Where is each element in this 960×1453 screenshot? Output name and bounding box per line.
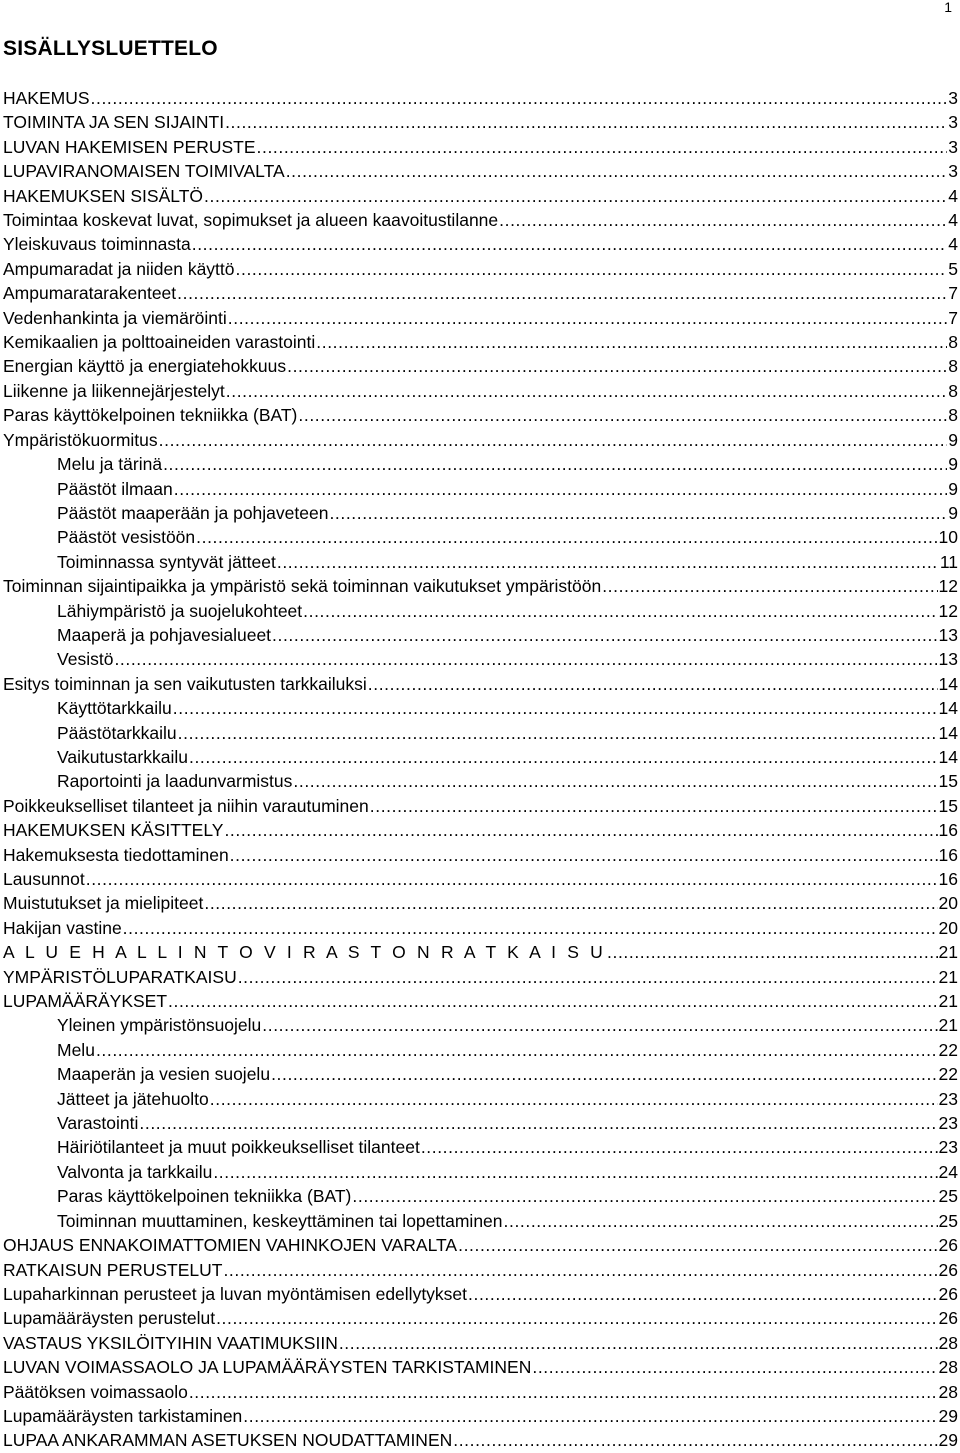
toc-entry-page-number: 3 xyxy=(948,88,958,108)
toc-entry-page-number: 8 xyxy=(948,356,958,377)
toc-dot-leader xyxy=(602,574,937,598)
toc-entry-page-number: 14 xyxy=(938,698,958,719)
toc-dot-leader xyxy=(168,989,938,1013)
toc-entry[interactable] xyxy=(3,1282,958,1306)
toc-entry[interactable] xyxy=(3,403,958,427)
toc-dot-leader xyxy=(204,891,937,915)
toc-entry-label: Päästöt vesistöön xyxy=(57,527,196,548)
toc-entry-label: RATKAISUN PERUSTELUT xyxy=(3,1259,223,1280)
toc-entry[interactable] xyxy=(3,672,958,696)
toc-dot-leader xyxy=(303,599,937,623)
toc-entry-page-number: 21 xyxy=(938,1015,958,1036)
toc-entry[interactable] xyxy=(3,769,958,793)
toc-entry-page-number: 3 xyxy=(948,112,958,133)
toc-entry-label: Kemikaalien ja polttoaineiden varastointi xyxy=(3,332,316,353)
toc-entry-page-number: 12 xyxy=(938,576,958,597)
toc-entry[interactable] xyxy=(3,916,958,940)
toc-entry-label: Häiriötilanteet ja muut poikkeukselliset tilanteet xyxy=(57,1137,420,1158)
toc-entry-label: OHJAUS ENNAKOIMATTOMIEN VAHINKOJEN VARALTA xyxy=(3,1235,458,1256)
toc-entry-page-number: 10 xyxy=(938,527,958,548)
toc-entry-page-number: 24 xyxy=(938,1161,958,1182)
toc-entry-label: Paras käyttökelpoinen tekniikka (BAT) xyxy=(3,405,298,426)
toc-dot-leader xyxy=(86,867,938,891)
toc-dot-leader xyxy=(421,1135,938,1159)
toc-entry-page-number: 29 xyxy=(938,1430,958,1451)
toc-entry-page-number: 11 xyxy=(939,551,958,572)
toc-entry-page-number: 22 xyxy=(938,1064,958,1085)
toc-entry-page-number: 26 xyxy=(938,1283,958,1304)
toc-entry[interactable] xyxy=(3,184,958,208)
toc-entry-label: Varastointi xyxy=(57,1113,139,1134)
toc-dot-leader xyxy=(96,1038,938,1062)
toc-dot-leader xyxy=(293,769,937,793)
toc-entry-page-number: 21 xyxy=(938,991,958,1012)
toc-entry-page-number: 25 xyxy=(938,1186,958,1207)
toc-entry[interactable] xyxy=(3,1428,958,1452)
toc-entry-page-number: 9 xyxy=(948,429,958,450)
toc-dot-leader xyxy=(262,1013,937,1037)
toc-entry-page-number: 5 xyxy=(948,258,958,279)
toc-entry-label: Päästötarkkailu xyxy=(57,722,177,743)
toc-entry[interactable] xyxy=(3,135,958,159)
toc-entry-page-number: 20 xyxy=(938,893,958,914)
toc-entry[interactable] xyxy=(3,477,958,501)
toc-entry-page-number: 4 xyxy=(948,185,958,206)
toc-entry[interactable] xyxy=(3,891,958,915)
toc-dot-leader xyxy=(210,1087,938,1111)
toc-dot-leader xyxy=(286,159,948,183)
toc-dot-leader xyxy=(368,672,938,696)
toc-entry[interactable] xyxy=(3,867,958,891)
toc-entry-label: Esitys toiminnan ja sen vaikutusten tarkkailuksi xyxy=(3,673,367,694)
toc-dot-leader xyxy=(277,550,939,574)
toc-entry[interactable] xyxy=(3,208,958,232)
toc-entry-label: HAKEMUKSEN SISÄLTÖ xyxy=(3,185,204,206)
toc-entry-label: Lausunnot xyxy=(3,869,85,889)
toc-entry-label: Yleiskuvaus toiminnasta xyxy=(3,234,191,255)
toc-dot-leader xyxy=(114,647,937,671)
toc-entry[interactable] xyxy=(3,428,958,452)
toc-entry[interactable] xyxy=(3,745,958,769)
toc-entry[interactable] xyxy=(3,257,958,281)
toc-entry[interactable] xyxy=(3,794,958,818)
toc-dot-leader xyxy=(178,721,938,745)
toc-dot-leader xyxy=(177,281,947,305)
toc-entry[interactable] xyxy=(3,306,958,330)
toc-entry-label: Maaperä ja pohjavesialueet xyxy=(57,624,272,645)
toc-entry-label: Paras käyttökelpoinen tekniikka (BAT) xyxy=(57,1186,352,1207)
toc-dot-leader xyxy=(230,843,938,867)
toc-entry-page-number: 14 xyxy=(938,673,958,694)
toc-entry-page-number: 14 xyxy=(938,722,958,743)
toc-entry-label: Toiminnassa syntyvät jätteet xyxy=(57,551,276,572)
toc-entry-page-number: 20 xyxy=(938,917,958,938)
toc-entry[interactable] xyxy=(3,696,958,720)
toc-dot-leader xyxy=(458,1233,937,1257)
toc-entry-page-number: 8 xyxy=(948,380,958,401)
toc-entry-page-number: 28 xyxy=(938,1332,958,1353)
toc-entry-label: Energian käyttö ja energiatehokkuus xyxy=(3,356,287,377)
toc-entry[interactable] xyxy=(3,1013,958,1037)
toc-entry[interactable] xyxy=(3,1062,958,1086)
toc-entry-label: Vaikutustarkkailu xyxy=(57,746,188,767)
toc-entry[interactable] xyxy=(3,110,958,134)
toc-entry[interactable] xyxy=(3,574,958,598)
toc-entry[interactable] xyxy=(3,232,958,256)
toc-entry-page-number: 13 xyxy=(938,649,958,670)
toc-entry-page-number: 9 xyxy=(948,454,958,475)
toc-entry-label: LUPAMÄÄRÄYKSET xyxy=(3,991,168,1012)
toc-entry-page-number: 4 xyxy=(948,210,958,231)
toc-entry-page-number: 21 xyxy=(938,942,958,963)
toc-entry-label: Ampumaradat ja niiden käyttö xyxy=(3,258,235,279)
toc-entry-label: Käyttötarkkailu xyxy=(57,698,172,719)
toc-dot-leader xyxy=(352,1184,937,1208)
toc-entry[interactable] xyxy=(3,1038,958,1062)
toc-entry-page-number: 7 xyxy=(948,307,958,328)
toc-entry-label: Hakijan vastine xyxy=(3,917,122,938)
toc-entry[interactable] xyxy=(3,86,958,110)
toc-entry[interactable] xyxy=(3,965,958,989)
toc-entry[interactable] xyxy=(3,550,958,574)
toc-entry[interactable] xyxy=(3,281,958,305)
toc-dot-leader xyxy=(204,184,947,208)
toc-dot-leader xyxy=(196,525,937,549)
toc-dot-leader xyxy=(272,623,937,647)
toc-entry-label: Valvonta ja tarkkailu xyxy=(57,1161,213,1182)
toc-dot-leader xyxy=(453,1428,937,1452)
toc-dot-leader xyxy=(257,135,948,159)
toc-entry[interactable] xyxy=(3,330,958,354)
toc-entry[interactable] xyxy=(3,1184,958,1208)
toc-entry[interactable] xyxy=(3,159,958,183)
toc-dot-leader xyxy=(238,965,938,989)
toc-entry-label: Toimintaa koskevat luvat, sopimukset ja alueen kaavoitustilanne xyxy=(3,210,499,231)
toc-title: SISÄLLYSLUETTELO xyxy=(3,37,218,60)
toc-dot-leader xyxy=(213,1160,937,1184)
toc-entry-page-number: 9 xyxy=(948,502,958,523)
toc-entry-label: Raportointi ja laadunvarmistus xyxy=(57,771,293,792)
toc-entry[interactable] xyxy=(3,1135,958,1159)
toc-entry[interactable] xyxy=(3,623,958,647)
toc-entry[interactable] xyxy=(3,1306,958,1330)
toc-entry-page-number: 9 xyxy=(948,478,958,499)
toc-dot-leader xyxy=(287,354,947,378)
toc-dot-leader xyxy=(228,306,948,330)
toc-entry[interactable] xyxy=(3,354,958,378)
toc-dot-leader xyxy=(370,794,938,818)
toc-dot-leader xyxy=(243,1404,937,1428)
toc-entry-page-number: 3 xyxy=(948,161,958,182)
toc-entry-label: Melu ja tärinä xyxy=(57,454,163,475)
toc-dot-leader xyxy=(174,477,948,501)
toc-entry[interactable] xyxy=(3,1258,958,1282)
toc-entry[interactable] xyxy=(3,599,958,623)
toc-entry-label: Maaperän ja vesien suojelu xyxy=(57,1064,271,1085)
toc-dot-leader xyxy=(329,501,947,525)
toc-entry[interactable] xyxy=(3,1380,958,1404)
toc-entry[interactable] xyxy=(3,989,958,1013)
toc-entry-label: YMPÄRISTÖLUPARATKAISU xyxy=(3,966,237,987)
toc-entry-label: Päästöt ilmaan xyxy=(57,478,173,499)
toc-entry-page-number: 26 xyxy=(938,1259,958,1280)
toc-entry[interactable] xyxy=(3,1087,958,1111)
toc-entry-label: Liikenne ja liikennejärjestelyt xyxy=(3,380,225,401)
toc-entry-page-number: 16 xyxy=(938,869,958,889)
toc-entry-page-number: 8 xyxy=(948,332,958,353)
toc-entry-label: LUVAN VOIMASSAOLO JA LUPAMÄÄRÄYSTEN TARKISTAMINEN xyxy=(3,1357,532,1378)
toc-entry-label: HAKEMUS xyxy=(3,88,90,108)
toc-dot-leader xyxy=(339,1331,938,1355)
toc-entry-page-number: 7 xyxy=(948,283,958,304)
toc-entry-page-number: 14 xyxy=(938,746,958,767)
toc-dot-leader xyxy=(123,916,938,940)
toc-dot-leader xyxy=(271,1062,937,1086)
toc-entry-label: LUVAN HAKEMISEN PERUSTE xyxy=(3,136,256,157)
toc-dot-leader xyxy=(298,403,947,427)
toc-entry-label: LUPAA ANKARAMMAN ASETUKSEN NOUDATTAMINEN xyxy=(3,1430,453,1451)
toc-dot-leader xyxy=(499,208,947,232)
toc-dot-leader xyxy=(91,86,948,110)
toc-entry[interactable] xyxy=(3,1331,958,1355)
toc-entry[interactable] xyxy=(3,501,958,525)
toc-dot-leader xyxy=(468,1282,938,1306)
toc-entry[interactable] xyxy=(3,1355,958,1379)
toc-entry-page-number: 8 xyxy=(948,405,958,426)
toc-dot-leader xyxy=(607,940,938,964)
toc-entry-label: Lupamääräysten perustelut xyxy=(3,1308,216,1329)
page-number: 1 xyxy=(944,0,952,15)
toc-entry[interactable] xyxy=(3,1209,958,1233)
toc-dot-leader xyxy=(236,257,948,281)
toc-dot-leader xyxy=(504,1209,938,1233)
toc-entry-label: Vesistö xyxy=(57,649,114,670)
toc-dot-leader xyxy=(139,1111,937,1135)
toc-entry-label: A L U E H A L L I N T O V I R A S T O N R A T K A I S U xyxy=(3,942,607,963)
toc-dot-leader xyxy=(159,428,948,452)
toc-entry-label: Lähiympäristö ja suojelukohteet xyxy=(57,600,303,621)
toc-dot-leader xyxy=(223,1258,937,1282)
toc-entry-label: Jätteet ja jätehuolto xyxy=(57,1088,209,1109)
toc-entry-label: Päätöksen voimassaolo xyxy=(3,1381,188,1402)
toc-dot-leader xyxy=(216,1306,937,1330)
toc-entry[interactable] xyxy=(3,1160,958,1184)
toc-dot-leader xyxy=(225,110,947,134)
toc-entry[interactable] xyxy=(3,525,958,549)
toc-entry-label: LUPAVIRANOMAISEN TOIMIVALTA xyxy=(3,161,285,182)
toc-entry-page-number: 15 xyxy=(938,771,958,792)
toc-entry-page-number: 16 xyxy=(938,844,958,865)
toc-entry-page-number: 22 xyxy=(938,1039,958,1060)
toc-entry-label: Toiminnan sijaintipaikka ja ympäristö sekä toiminnan vaikutukset ympäristöön xyxy=(3,576,602,597)
toc-dot-leader xyxy=(224,818,937,842)
toc-entry-label: Hakemuksesta tiedottaminen xyxy=(3,844,229,865)
toc-entry-page-number: 26 xyxy=(938,1308,958,1329)
toc-dot-leader xyxy=(226,379,947,403)
toc-entry-label: Vedenhankinta ja viemäröinti xyxy=(3,307,227,328)
toc-entry[interactable] xyxy=(3,647,958,671)
toc-entry-page-number: 4 xyxy=(948,234,958,255)
toc-dot-leader xyxy=(163,452,947,476)
toc-entry[interactable] xyxy=(3,940,958,964)
toc-entry[interactable] xyxy=(3,1404,958,1428)
toc-entry-page-number: 13 xyxy=(938,624,958,645)
toc-entry-label: Ampumaratarakenteet xyxy=(3,283,177,304)
toc-entry[interactable] xyxy=(3,818,958,842)
toc-dot-leader xyxy=(532,1355,937,1379)
toc-entry-page-number: 29 xyxy=(938,1405,958,1426)
toc-entry[interactable] xyxy=(3,1233,958,1257)
toc-dot-leader xyxy=(316,330,947,354)
toc-entry-label: Poikkeukselliset tilanteet ja niihin varautuminen xyxy=(3,795,369,816)
toc-entry[interactable] xyxy=(3,721,958,745)
toc-entry-label: VASTAUS YKSILÖITYIHIN VAATIMUKSIIN xyxy=(3,1332,338,1353)
toc-entry-page-number: 28 xyxy=(938,1381,958,1402)
toc-entry-page-number: 23 xyxy=(938,1088,958,1109)
toc-entry-page-number: 15 xyxy=(938,795,958,816)
toc-entry-label: Melu xyxy=(57,1039,95,1060)
toc-entry-label: Päästöt maaperään ja pohjaveteen xyxy=(57,502,329,523)
toc-entry-label: Yleinen ympäristönsuojelu xyxy=(57,1015,262,1036)
toc-entry-label: Muistutukset ja mielipiteet xyxy=(3,893,204,914)
toc-entry-page-number: 3 xyxy=(948,136,958,157)
table-of-contents xyxy=(3,86,958,1453)
toc-entry-label: Lupaharkinnan perusteet ja luvan myöntämisen edellytykset xyxy=(3,1283,468,1304)
toc-entry[interactable] xyxy=(3,843,958,867)
toc-dot-leader xyxy=(173,696,938,720)
toc-entry-page-number: 25 xyxy=(938,1210,958,1231)
toc-dot-leader xyxy=(189,745,938,769)
toc-entry-page-number: 23 xyxy=(938,1113,958,1134)
toc-entry-label: Toiminnan muuttaminen, keskeyttäminen tai lopettaminen xyxy=(57,1210,503,1231)
toc-entry-page-number: 26 xyxy=(938,1235,958,1256)
toc-entry[interactable] xyxy=(3,379,958,403)
toc-dot-leader xyxy=(189,1380,938,1404)
toc-entry[interactable] xyxy=(3,452,958,476)
toc-entry-page-number: 12 xyxy=(938,600,958,621)
toc-entry-page-number: 28 xyxy=(938,1357,958,1378)
toc-entry-label: HAKEMUKSEN KÄSITTELY xyxy=(3,820,224,841)
toc-dot-leader xyxy=(192,232,948,256)
toc-entry-page-number: 23 xyxy=(938,1137,958,1158)
toc-entry-label: Lupamääräysten tarkistaminen xyxy=(3,1405,243,1426)
toc-entry-page-number: 21 xyxy=(938,966,958,987)
toc-entry-label: Ympäristökuormitus xyxy=(3,429,158,450)
toc-entry-label: TOIMINTA JA SEN SIJAINTI xyxy=(3,112,225,133)
toc-entry[interactable] xyxy=(3,1111,958,1135)
toc-entry-page-number: 16 xyxy=(938,820,958,841)
